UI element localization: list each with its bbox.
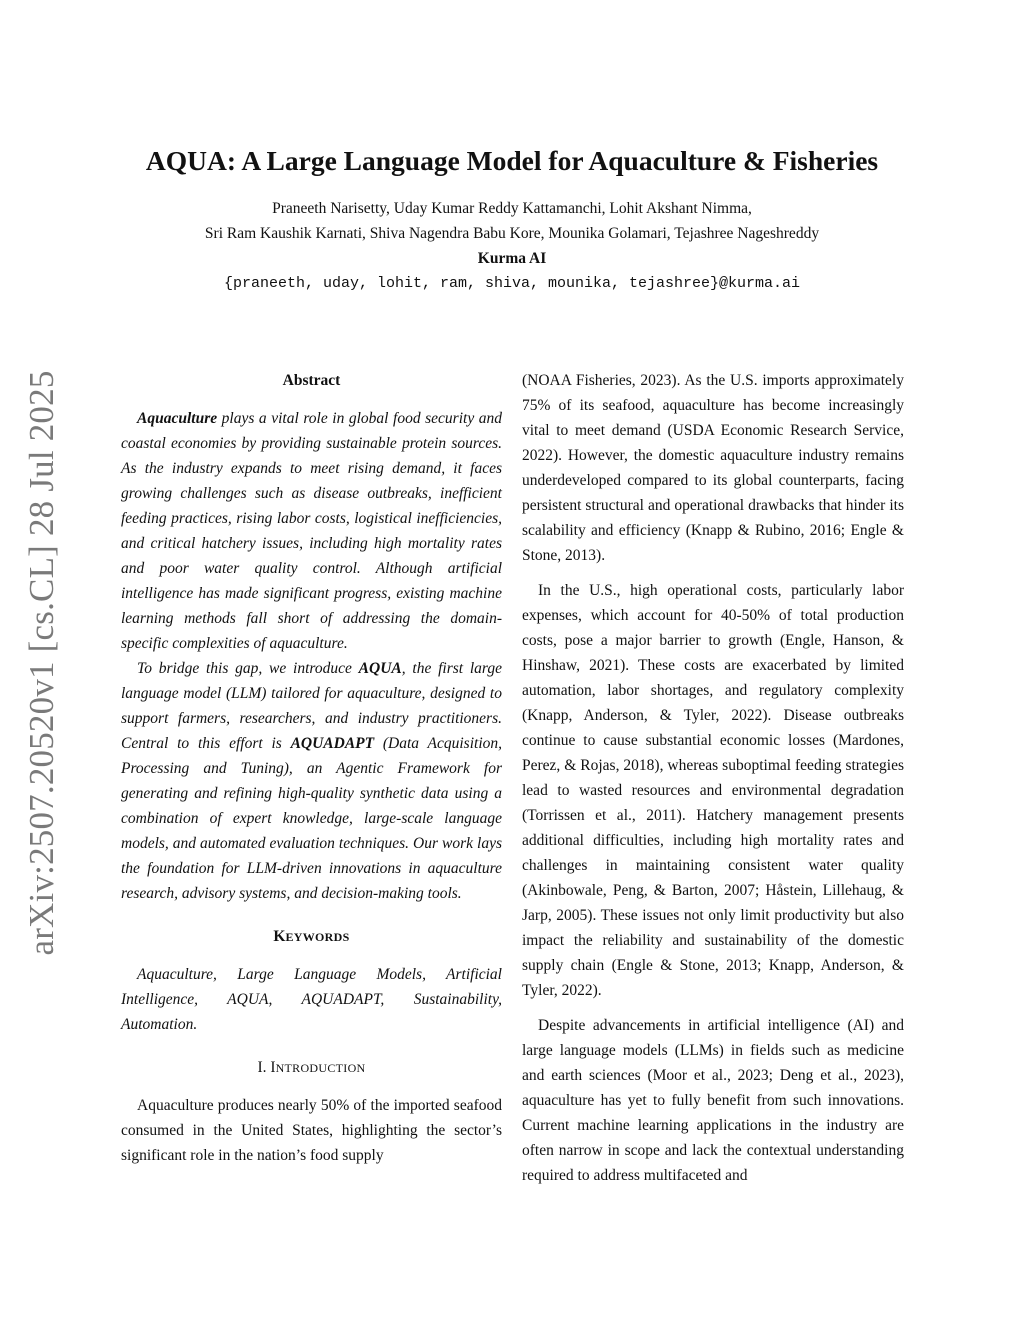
- intro-heading-rest: NTRODUCTION: [275, 1061, 366, 1075]
- keywords-heading-first: K: [273, 928, 286, 945]
- abstract-keyword-aquaculture: Aquaculture: [137, 410, 218, 427]
- right-column: [522, 368, 904, 1188]
- abstract-aquadapt: AQUADAPT: [290, 735, 375, 752]
- author-emails: {praneeth, uday, lohit, ram, shiva, mounika, tejashree}@kurma.ai: [223, 275, 801, 292]
- abstract-p2-c: (Data Acquisition, Processing and Tuning), an Agentic Framework for generating and refining high-quality synthetic data using a combination of expert knowledge, large-scale language models, and automated evaluation techniques. Our work lays the foundation for LLM-driven innovations in aquaculture research, advisory systems, and decision-making tools.: [121, 735, 502, 902]
- abstract-p1-text: plays a vital role in global food security and coastal economies by providing sustainable protein sources. As the industry expands to meet rising demand, it faces growing challenges such as disease outbreaks, inefficient feeding practices, rising labor costs, logistical inefficiencies, and critical hatchery issues, including high mortality rates and poor water quality control. Although artificial intelligence has made significant progress, existing machine learning methods fall short of addressing the domain-specific complexities of aquaculture.: [121, 410, 502, 652]
- abstract-paragraph-1: [121, 406, 502, 656]
- abstract-p2-b: , the first large language model (LLM) tailored for aquaculture, designed to support farmers, researchers, and industry practitioners. Central to this effort is: [121, 660, 503, 752]
- abstract-p2-a: To bridge this gap, we introduce: [137, 660, 359, 677]
- keywords-heading: [121, 924, 502, 950]
- paper-title: AQUA: A Large Language Model for Aquaculture & Fisheries: [145, 145, 879, 176]
- authors-line-2: Sri Ram Kaushik Karnati, Shiva Nagendra Babu Kore, Mounika Golamari, Tejashree Nageshreddy: [204, 225, 820, 242]
- intro-paragraph-2: In the U.S., high operational costs, particularly labor expenses, which account for 40-50% of total production costs, pose a major barrier to growth (Engle, Hanson, & Hinshaw, 2021). These costs are exacerbated by limited automation, labor shortages, and regulatory complexity (Knapp, Anderson, & Tyler, 2022). Disease outbreaks continue to cause substantial economic losses (Mardones, Perez, & Rojas, 2018), whereas suboptimal feeding strategies lead to wasted resources and environmental degradation (Torrissen et al., 2011). Hatchery management presents additional difficulties, including high mortality rates and challenges in maintaining consistent water quality (Akinbowale, Peng, & Barton, 2007; Håstein, Lillehaug, & Jarp, 2005). These issues not only limit productivity but also impact the reliability and sustainability of the domestic supply chain (Engle & Stone, 2013; Knapp, Anderson, & Tyler, 2022).: [522, 582, 904, 999]
- intro-number: I.: [257, 1059, 271, 1076]
- arxiv-identifier: arXiv:2507.20520v1 [cs.CL] 28 Jul 2025: [22, 370, 61, 956]
- authors-line-1: Praneeth Narisetty, Uday Kumar Reddy Kattamanchi, Lohit Akshant Nimma,: [272, 200, 752, 217]
- keywords-heading-rest: EYWORDS: [285, 930, 350, 944]
- intro-paragraph-3: Despite advancements in artificial intelligence (AI) and large language models (LLMs) in fields such as medicine and earth sciences (Moor et al., 2023; Deng et al., 2023), aquaculture has yet to fully benefit from such innovations. Current machine learning applications in the industry are often narrow in scope and lack the contextual understanding required to address multifaceted and: [522, 1017, 904, 1184]
- abstract-paragraph-2: [121, 656, 502, 906]
- left-column: [121, 368, 502, 1168]
- intro-paragraph-1: Aquaculture produces nearly 50% of the imported seafood consumed in the United States, highlighting the sector’s significant role in the nation’s food supply: [121, 1097, 502, 1164]
- keywords-text: Aquaculture, Large Language Models, Artificial Intelligence, AQUA, AQUADAPT, Sustainability, Automation.: [121, 966, 502, 1033]
- author-block: [100, 196, 924, 296]
- intro-heading-first: I: [270, 1059, 276, 1076]
- affiliation: Kurma AI: [477, 250, 547, 267]
- intro-paragraph-1-continued: (NOAA Fisheries, 2023). As the U.S. imports approximately 75% of its seafood, aquaculture has become increasingly vital to meet demand (USDA Economic Research Service, 2022). However, the domestic aquaculture industry remains underdeveloped compared to its global counterparts, facing persistent structural and operational drawbacks that hinder its scalability and efficiency (Knapp & Rubino, 2016; Engle & Stone, 2013).: [522, 372, 904, 564]
- introduction-heading: [121, 1055, 502, 1081]
- abstract-heading: Abstract: [282, 372, 341, 389]
- abstract-aqua: AQUA: [358, 660, 402, 677]
